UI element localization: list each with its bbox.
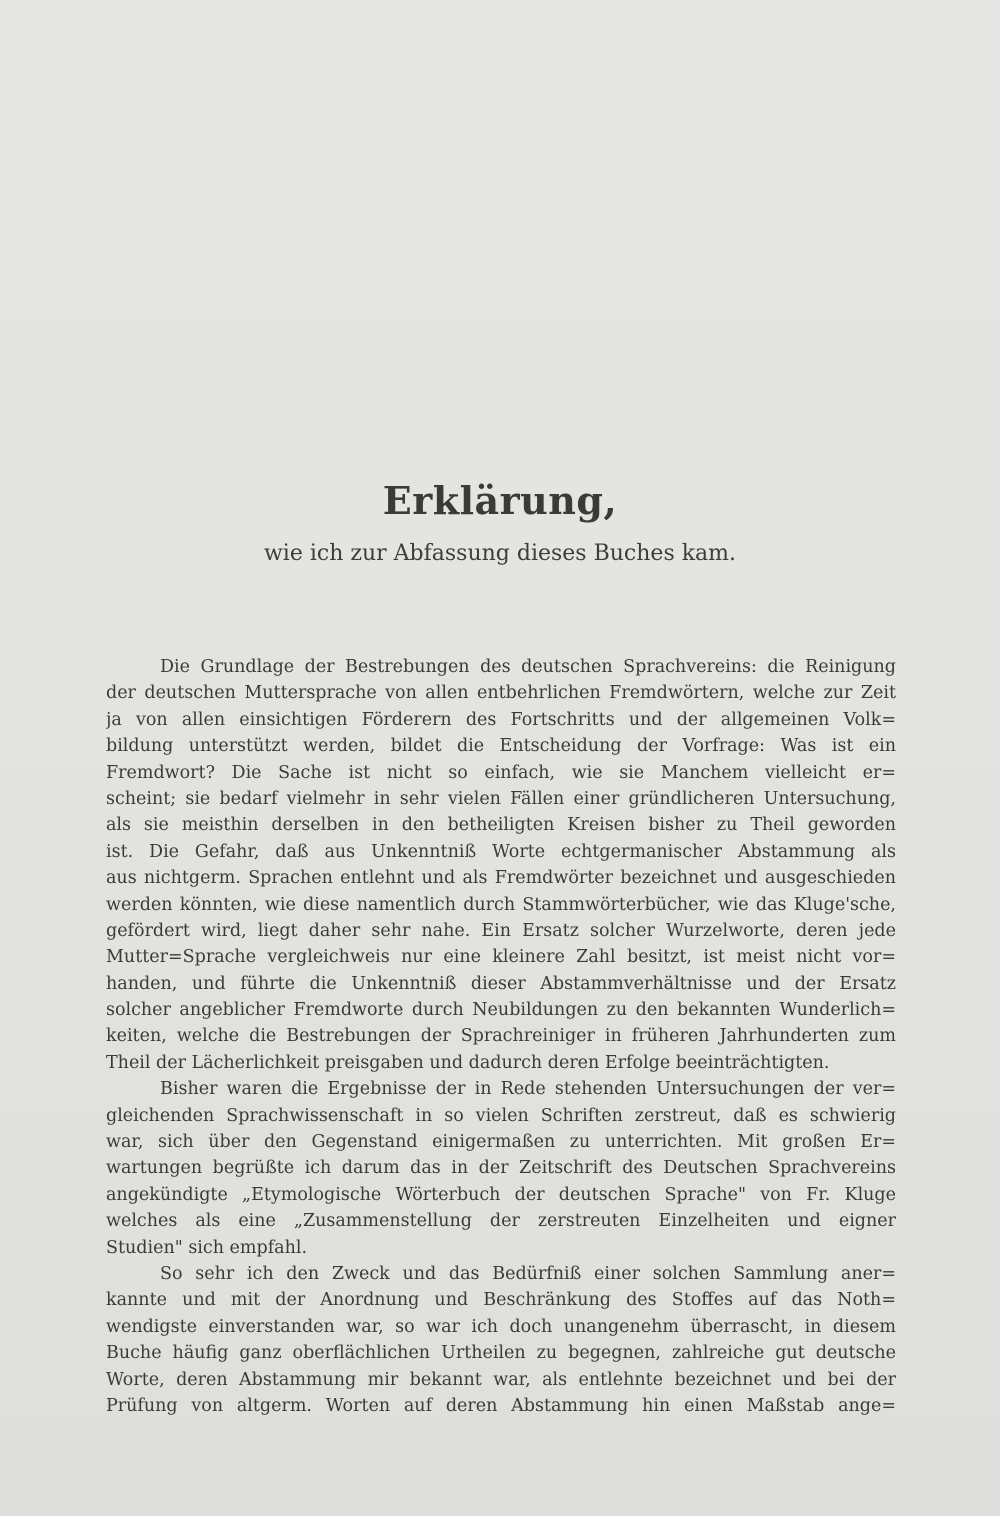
text-line: kannte und mit der Anordnung und Beschränkung des Stoffes auf das Noth= [106, 1290, 896, 1311]
text-line: werden könnten, wie diese namentlich durch Stammwörterbücher, wie das Kluge'sche, [106, 894, 896, 915]
text-line: welches als eine „Zusammenstellung der zerstreuten Einzelheiten und eigner [106, 1211, 896, 1232]
text-line: Studien" sich empfahl. [106, 1237, 308, 1258]
text-line: Theil der Lächerlichkeit preisgaben und dadurch deren Erfolge beeinträchtigten. [106, 1052, 830, 1073]
text-line: Bisher waren die Ergebnisse der in Rede stehenden Untersuchungen der ver= [160, 1079, 896, 1100]
text-line: handen, und führte die Unkenntniß dieser Abstammverhältnisse und der Ersatz [106, 973, 896, 994]
text-line: gefördert wird, liegt daher sehr nahe. Ein Ersatz solcher Wurzelworte, deren jede [106, 920, 896, 941]
text-line: keiten, welche die Bestrebungen der Sprachreiniger in früheren Jahrhunderten zum [106, 1026, 896, 1047]
text-line: Fremdwort? Die Sache ist nicht so einfach, wie sie Manchem vielleicht er= [106, 762, 896, 783]
text-line: ist. Die Gefahr, daß aus Unkenntniß Worte echtgermanischer Abstammung als [106, 841, 896, 862]
text-line: So sehr ich den Zweck und das Bedürfniß einer solchen Sammlung aner= [160, 1263, 896, 1284]
page-title: Erklärung, [382, 478, 618, 523]
text-line: wendigste einverstanden war, so war ich doch unangenehm überrascht, in diesem [106, 1316, 896, 1337]
page-subtitle: wie ich zur Abfassung dieses Buches kam. [263, 541, 737, 566]
text-line: Worte, deren Abstammung mir bekannt war, als entlehnte bezeichnet und bei der [106, 1369, 896, 1390]
text-line: wartungen begrüßte ich darum das in der Zeitschrift des Deutschen Sprachvereins [106, 1158, 896, 1179]
text-line: bildung unterstützt werden, bildet die Entscheidung der Vorfrage: Was ist ein [106, 736, 896, 757]
text-line: ja von allen einsichtigen Förderern des Fortschritts und der allgemeinen Volk= [106, 709, 896, 730]
text-line: solcher angeblicher Fremdworte durch Neubildungen zu den bekannten Wunderlich= [106, 1000, 896, 1021]
text-line: Buche häufig ganz oberflächlichen Urtheilen zu begegnen, zahlreiche gut deutsche [106, 1343, 896, 1364]
text-line: gleichenden Sprachwissenschaft in so vielen Schriften zerstreut, daß es schwierig [106, 1105, 896, 1126]
text-line: scheint; sie bedarf vielmehr in sehr vielen Fällen einer gründlicheren Untersuchung, [106, 788, 896, 809]
text-line: der deutschen Muttersprache von allen entbehrlichen Fremdwörtern, welche zur Zeit [106, 683, 896, 704]
text-line: angekündigte „Etymologische Wörterbuch der deutschen Sprache" von Fr. Kluge [106, 1184, 896, 1205]
text-line: Die Grundlage der Bestrebungen des deutschen Sprachvereins: die Reinigung [160, 657, 896, 677]
text-line: Prüfung von altgerm. Worten auf deren Abstammung hin einen Maßstab ange= [106, 1395, 896, 1416]
body-text [106, 654, 896, 1419]
text-line: aus nichtgerm. Sprachen entlehnt und als Fremdwörter bezeichnet und ausgeschieden [106, 868, 896, 889]
text-line: Mutter=Sprache vergleichweis nur eine kleinere Zahl besitzt, ist meist nicht vor= [106, 947, 896, 968]
text-line: war, sich über den Gegenstand einigermaßen zu unterrichten. Mit großen Er= [106, 1132, 896, 1153]
text-line: als sie meisthin derselben in den betheiligten Kreisen bisher zu Theil geworden [106, 815, 896, 836]
